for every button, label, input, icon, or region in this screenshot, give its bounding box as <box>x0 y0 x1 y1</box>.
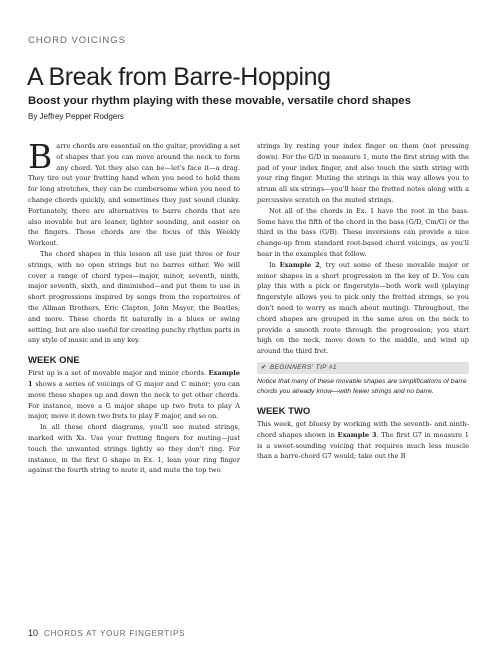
section-label: CHORD VOICINGS <box>28 35 126 46</box>
drop-cap: B <box>28 137 53 176</box>
tip-label-bar <box>257 362 469 374</box>
right-column <box>257 141 469 462</box>
intro-paragraph <box>28 137 240 249</box>
page-footer <box>28 628 185 638</box>
body-paragraph: Not all of the chords in Ex. 1 have the root in the bass. Some have the fifth of the chord in the bass (G/D, Cm/G) or the third in the bass (G/B). These inversions can provide a nice change-up from standard root-based chord voicings, as you'll hear in the examples that follow. <box>257 206 469 258</box>
byline: By Jeffrey Pepper Rodgers <box>28 112 124 121</box>
body-text: In <box>269 260 280 269</box>
body-paragraph: strings by resting your index finger on them (not pressing down). For the G/D in measure 1, mute the first string with the pad of your index finger, and also touch the sixth string with your ring finger. Muting the strings in this way allows you to strum all six strings—you'll hear the fretted notes along with a percussive scratch on the muted strings. <box>257 142 469 204</box>
article-title: A Break from Barre-Hopping <box>27 63 331 91</box>
body-text: shows a series of voicings of G major and C minor; you can move these shapes up and down the neck to get other chords. For instance, move a G major shape up two frets to play A major, move it down two frets to play F major, and so on. <box>28 379 240 421</box>
body-text: , try out some of these movable major or minor shapes in a short progression in the key of D. You can play this with a pick or fingerstyle—both work well (playing fingerstyle allows you to pick only the fretted strings, so you don't need to worry as much about muting). Throughout, the chord shapes are grouped in the same area on the neck to provide a smooth route through the progression; you start high on the neck, move down to the middle, and wind up around the third fret. <box>257 260 470 356</box>
body-paragraph: The chord shapes in this lesson all use just three or four strings, with no open strings but no barres either. We will cover a range of chord types—major, minor, seventh, ninth, major seventh, sixth, and diminished—and put them to use in short progressions inspired by songs from the repertoires of the Allman Brothers, Eric Clapton, John Mayer, the Beatles, and more. These chords fit naturally in a blues or swing setting, but are also useful for creating punchy rhythm parts in any style of music and in any key. <box>28 249 240 345</box>
beginners-tip-box <box>257 362 469 397</box>
body-paragraph <box>257 260 469 357</box>
left-column <box>28 137 240 476</box>
intro-text: arre chords are essential on the guitar, providing a set of shapes that you can move around the neck to form any chord. Yet they also can be—let's face it—a drag. They tire out your fretting hand when you need to hold them for long stretches, they can be cumbersome when you need to change chords quickly, and sometimes they just sound clunky. Fortunately, there are alternatives to barre chords that are also movable but are leaner, lighter sounding, and easier on the fingers. Those chords are the focus of this Weekly Workout. <box>28 142 240 248</box>
week-two-heading: WEEK TWO <box>257 405 311 417</box>
tip-label: BEGINNERS' TIP #1 <box>269 363 337 371</box>
checkmark-icon: ✔ <box>261 363 267 371</box>
body-text: This week, get bluesy by working with the seventh- and ninth-chord shapes shown in <box>257 419 469 439</box>
example-ref: Example 2 <box>279 260 320 269</box>
body-paragraph <box>257 419 469 462</box>
example-ref: Example 3 <box>337 430 377 439</box>
article-subtitle: Boost your rhythm playing with these movable, versatile chord shapes <box>28 95 411 107</box>
body-text: . The first G7 in measure 1 is a sweet-sounding voicing that requires much less muscle than a barre-chord G7 would; take out the B <box>257 430 469 461</box>
example-ref: Example 1 <box>28 369 240 388</box>
body-text: First up is a set of movable major and minor chords. <box>28 369 209 378</box>
week-one-heading: WEEK ONE <box>28 355 80 367</box>
tip-text: Notice that many of these movable shapes are simplifications of barre chords you already know—with fewer strings and no barre. <box>257 377 467 395</box>
footer-section-title: CHORDS AT YOUR FINGERTIPS <box>44 629 186 638</box>
page-number: 10 <box>28 628 39 638</box>
body-paragraph <box>28 368 240 422</box>
body-paragraph: In all these chord diagrams, you'll see muted strings, marked with Xs. Use your fretting fingers for muting—just touch the unwanted strings lightly so they don't ring. For instance, in the first G shape in Ex. 1, lean your ring finger against the fourth string to mute it, and mute the top two <box>28 423 240 475</box>
